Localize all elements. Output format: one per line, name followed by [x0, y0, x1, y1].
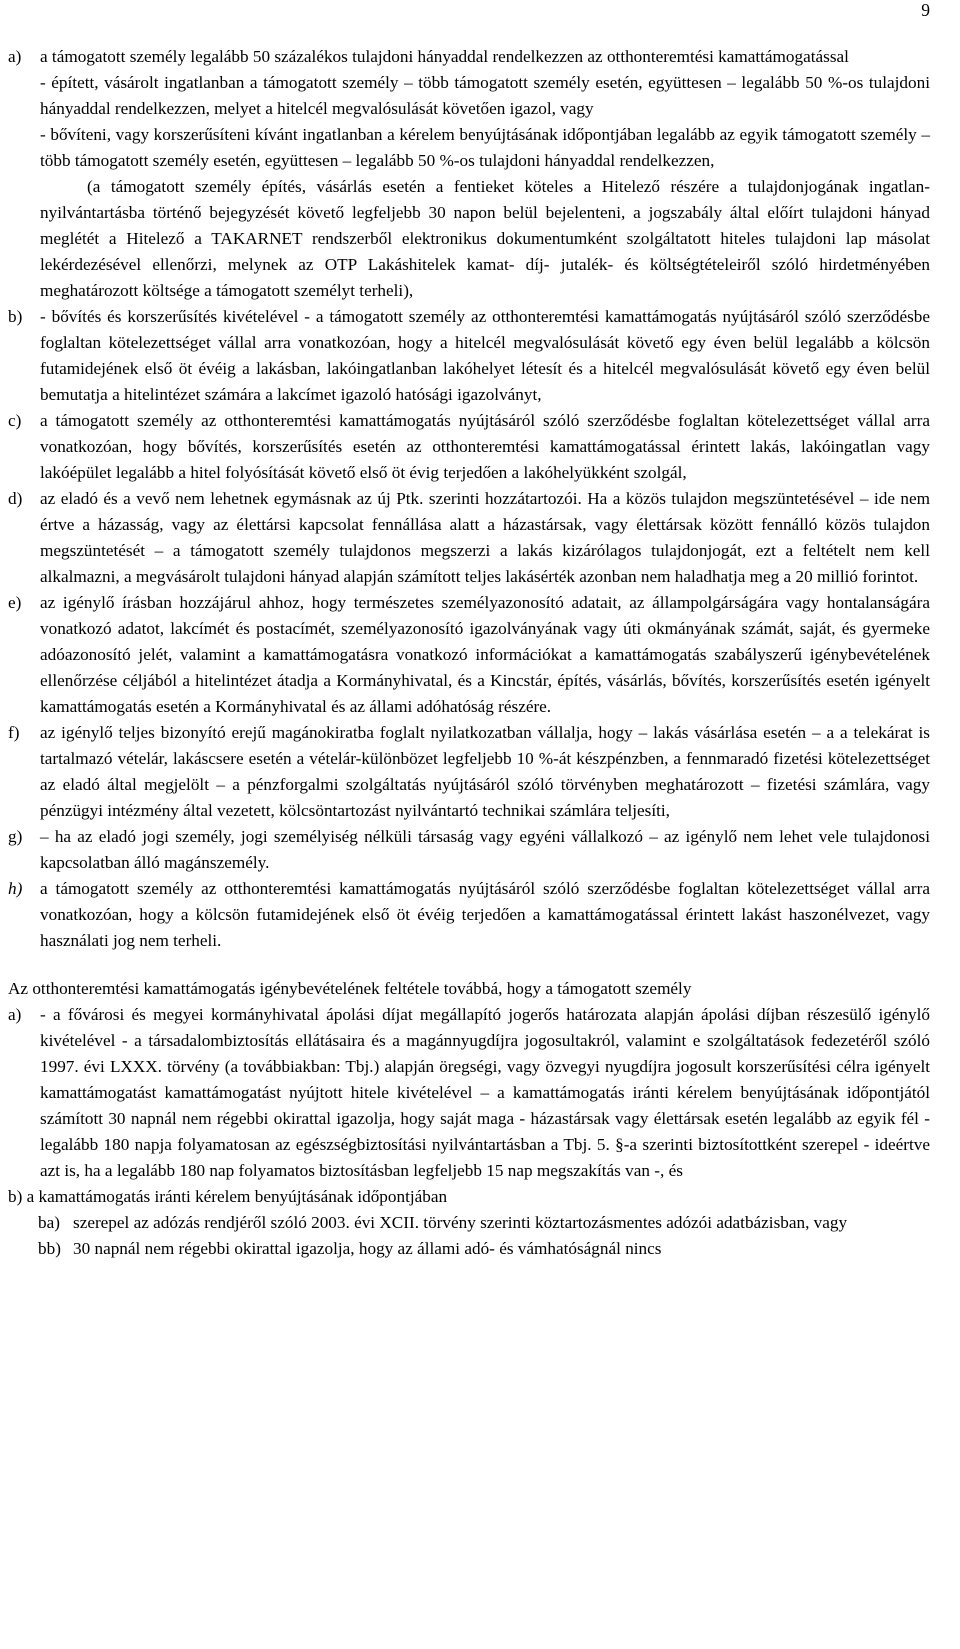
paragraph: - a fővárosi és megyei kormányhivatal ápolási díjat megállapító jogerős határozata alapján ápolási díjban részesülő igénylő kivételével - a társadalombiztosítás ellátásaira és a magánnyugdíjra jogosultakról, valamint e szolgáltatások fedezetéről szóló 1997. évi LXXX. törvény (a továbbiakban: Tbj.) alapján öregségi, vagy özvegyi nyugdíjra jogosult korszerűsítési célra igényelt kamattámogatást kamattámogatást nyújtott hitele kivételével – a kamattámogatás iránti kérelem benyújtásának időpontjától számított 30 napnál nem régebbi okirattal igazolja, hogy saját maga - házastársak vagy élettársak esetén legalább az egyik fél - legalább 180 napja folyamatosan az egészségbiztosítási nyilvántartásban a Tbj. 5. §-a szerinti biztosítottként szerepel - ideértve azt is, ha a legalább 180 nap folyamatos biztosításban legfeljebb 15 nap megszakítás van -, és [40, 1005, 930, 1180]
condition-b: b) a kamattámogatás iránti kérelem benyújtásának időpontjában [8, 1187, 448, 1206]
spacer [8, 954, 930, 976]
paragraph: - épített, vásárolt ingatlanban a támogatott személy – több támogatott személy esetén, együttesen – legalább 50 %-os tulajdoni hányaddal rendelkezzen, melyet a hitelcél megvalósulását követően igazol, vagy [40, 73, 930, 118]
condition-ba [8, 1210, 930, 1236]
list-item-a-note [8, 174, 930, 304]
page-number: 9 [921, 0, 930, 20]
paragraph: - bővíteni, vagy korszerűsíteni kívánt ingatlanban a kérelem benyújtásának időpontjában legalább az egyik támogatott személy – több támogatott személy esetén, együttesen – legalább 50 %-os tulajdoni hányaddal rendelkezzen, [40, 125, 930, 170]
paragraph: az eladó és a vevő nem lehetnek egymásnak az új Ptk. szerinti hozzátartozói. Ha a közös tulajdon megszüntetésével – ide nem értve a házasság, vagy az élettársi kapcsolat fennállása alatt a házastársak, vagy élettársak között fennálló közös tulajdon megszüntetését – a támogatott személy tulajdonos megszerzi a lakás kizárólagos tulajdonjogát, ezt a feltételt nem kell alkalmazni, a megvásárolt tulajdoni hányad alapján számított teljes lakásérték azonban nem haladhatja meg a 20 millió forintot. [40, 489, 930, 586]
list-item-f [8, 720, 930, 824]
item-marker: d) [8, 489, 23, 508]
item-marker: e) [8, 593, 22, 612]
list-item-d [8, 486, 930, 590]
item-marker: f) [8, 723, 20, 742]
paragraph: - bővítés és korszerűsítés kivételével - a támogatott személy az otthonteremtési kamattámogatás nyújtásáról szóló szerződésbe foglaltan kötelezettséget vállal arra vonatkozóan, hogy a hitelcél megvalósulását követő egy éven belül legalább a kölcsön futamidejének első öt évéig a lakásban, lakóingatlanban lakóhelyet létesít és a hitelcél megvalósulását követő egy éven belül bemutatja a hitelintézet számára a lakcímet igazoló hatósági igazolványt, [40, 307, 930, 404]
item-marker: h) [8, 879, 23, 898]
paragraph: a támogatott személy az otthonteremtési kamattámogatás nyújtásáról szóló szerződésbe foglaltan kötelezettséget vállal arra vonatkozóan, hogy bővítés, korszerűsítés esetén az otthonteremtési kamattámogatással érintett lakás, lakóingatlan vagy lakóépület legalább a hitel folyósítását követő első öt évig terjedően a lakóhelyükként szolgál, [40, 411, 930, 482]
list-item-h [8, 876, 930, 954]
item-marker: bb) [38, 1239, 61, 1258]
item-marker: a) [8, 47, 22, 66]
list-item-c [8, 408, 930, 486]
list-item-g [8, 824, 930, 876]
paragraph: (a támogatott személy építés, vásárlás esetén a fentieket köteles a Hitelező részére a tulajdonjogának ingatlan-nyilvántartásba történő bejegyzését követő legfeljebb 30 napon belül bejelenteni, a jogszabály által előírt tulajdoni hányad meglétét a Hitelező a TAKARNET rendszerből elektronikus dokumentumként szolgáltatott hiteles tulajdoni lap másolat lekérdezésével ellenőrzi, melynek az OTP Lakáshitelek kamat- díj- jutalék- és költségtételeiről szóló hirdetményében meghatározott költsége a támogatott személyt terheli), [40, 177, 930, 300]
list-item-b [8, 304, 930, 408]
condition-bb [8, 1236, 930, 1262]
paragraph: szerepel az adózás rendjéről szóló 2003. évi XCII. törvény szerinti köztartozásmentes adózói adatbázisban, vagy [73, 1213, 848, 1232]
paragraph: a támogatott személy legalább 50 százalékos tulajdoni hányaddal rendelkezzen az otthonteremtési kamattámogatással [40, 47, 849, 66]
document-body [8, 44, 930, 1262]
item-marker: ba) [38, 1213, 60, 1232]
item-marker: a) [8, 1005, 22, 1024]
item-marker: c) [8, 411, 22, 430]
list-item-a-sub1 [8, 70, 930, 122]
item-marker: g) [8, 827, 23, 846]
section-intro: Az otthonteremtési kamattámogatás igénybevételének feltétele továbbá, hogy a támogatott személy [8, 979, 692, 998]
list-item-a-sub2 [8, 122, 930, 174]
condition-a [8, 1002, 930, 1184]
paragraph: 30 napnál nem régebbi okirattal igazolja, hogy az állami adó- és vámhatóságnál nincs [73, 1239, 662, 1258]
paragraph: az igénylő teljes bizonyító erejű magánokiratba foglalt nyilatkozatban vállalja, hogy – lakás vásárlása esetén – a a telekárat is tartalmazó vételár, lakáscsere esetén a vételár-különbözet legfeljebb 10 %-át készpénzben, a fennmaradó fizetési kötelezettséget az eladó által megjelölt – a pénzforgalmi szolgáltatás nyújtásáról szóló törvényben meghatározott – fizetési számlára, vagy pénzügyi intézmény által vezetett, kölcsöntartozást nyilvántartó technikai számlára teljesíti, [40, 723, 930, 820]
paragraph: a támogatott személy az otthonteremtési kamattámogatás nyújtásáról szóló szerződésbe foglaltan kötelezettséget vállal arra vonatkozóan, hogy a kölcsön futamidejének első öt évéig terjedően a kamattámogatással érintett lakást haszonélvezet, vagy használati jog nem terheli. [40, 879, 930, 950]
list-item-a [8, 44, 930, 70]
paragraph: az igénylő írásban hozzájárul ahhoz, hogy természetes személyazonosító adatait, az állampolgárságára vagy hontalanságára vonatkozó adatot, lakcímét és postacímét, személyazonosító igazolványának vagy úti okmányának számát, saját, és gyermeke adóazonosító jelét, valamint a kamattámogatásra vonatkozó információkat a kamattámogatás szabályszerű igénybevételének ellenőrzése céljából a hitelintézet átadja a Kormányhivatal, és a Kincstár, építés, vásárlás, bővítés, korszerűsítés esetén igényelt kamattámogatás esetén a Kormányhivatal és az állami adóhatóság részére. [40, 593, 930, 716]
list-item-e [8, 590, 930, 720]
paragraph: – ha az eladó jogi személy, jogi személyiség nélküli társaság vagy egyéni vállalkozó – az igénylő nem lehet vele tulajdonosi kapcsolatban álló magánszemély. [40, 827, 930, 872]
item-marker: b) [8, 307, 23, 326]
